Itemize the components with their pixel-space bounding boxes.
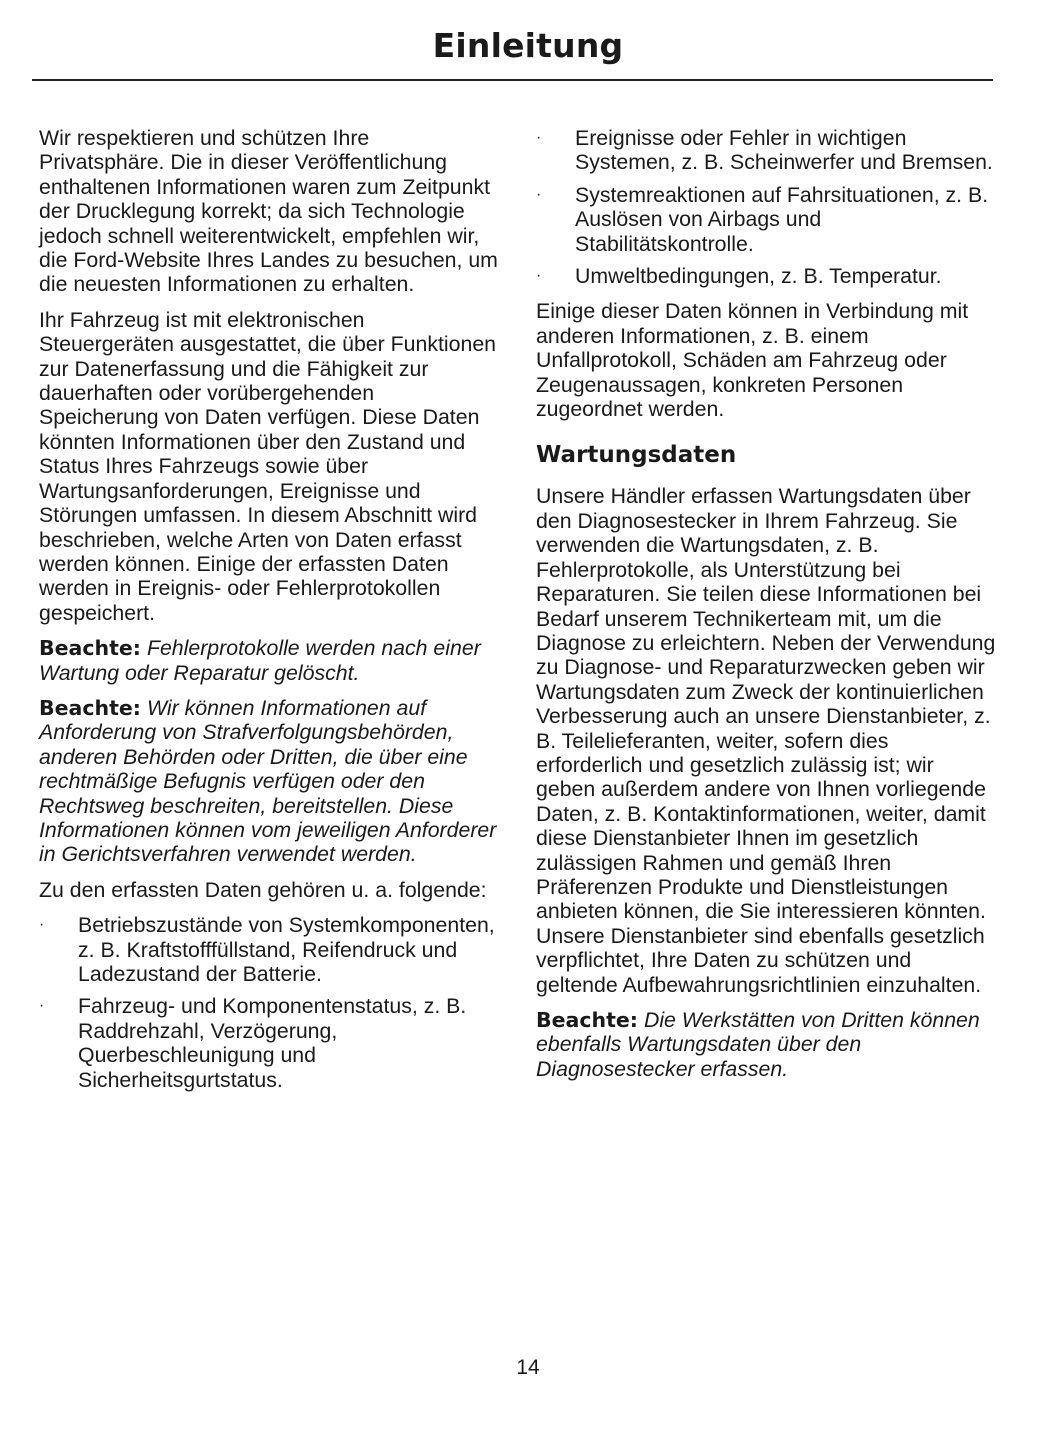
list-item xyxy=(536,126,996,175)
data-collection-paragraph: Ihr Fahrzeug ist mit elektronischen Steuergeräten ausgestattet, die über Funktionen zur Datenerfassung und die Fähigkeit zur dauerhaften oder vorübergehenden Speicherung von Daten verfügen. Diese Daten könnten Informationen über den Zustand und Status Ihres Fahrzeugs sowie über Wartungsanforderungen, Ereignisse und Störungen umfassen. In diesem Abschnitt wird beschrieben, welche Arten von Daten erfasst werden können. Einige der erfassten Daten werden in Ereignis- oder Fehlerprotokollen gespeichert. xyxy=(39,307,497,625)
bullet-icon: · xyxy=(39,916,45,934)
list-item xyxy=(39,913,499,986)
bullet-icon: · xyxy=(39,997,45,1015)
collected-data-list xyxy=(39,913,499,1092)
note-label: Beachte: xyxy=(536,1008,639,1032)
list-item-text: Betriebszustände von Systemkomponenten, z. B. Kraftstofffüllstand, Reifendruck und Ladezustand der Batterie. xyxy=(78,913,495,986)
right-column xyxy=(536,126,996,1092)
collected-data-list-continued xyxy=(536,126,996,288)
list-item xyxy=(39,994,499,1092)
note-error-logs xyxy=(39,636,499,685)
page-number: 14 xyxy=(516,1356,540,1379)
list-item xyxy=(536,264,996,288)
list-item-text: Systemreaktionen auf Fahrsituationen, z. B. Auslösen von Airbags und Stabilitätskontrolle. xyxy=(575,182,989,256)
note-text: Die Werkstätten von Dritten können ebenfalls Wartungsdaten über den Diagnosestecker erfassen. xyxy=(536,1008,980,1081)
intro-paragraph: Wir respektieren und schützen Ihre Privatsphäre. Die in dieser Veröffentlichung enthaltenen Informationen waren zum Zeitpunkt der Drucklegung korrekt; da sich Technologie jedoch schnell weiterentwickelt, empfehlen wir, die Ford-Website Ihres Landes zu besuchen, um die neuesten Informationen zu erhalten. xyxy=(39,126,498,297)
note-text: Fehlerprotokolle werden nach einer Wartung oder Reparatur gelöscht. xyxy=(39,636,481,685)
bullet-icon: · xyxy=(536,267,542,285)
note-label: Beachte: xyxy=(39,695,142,720)
left-column xyxy=(39,126,499,1103)
bullet-icon: · xyxy=(536,129,542,146)
list-item-text: Umweltbedingungen, z. B. Temperatur. xyxy=(575,264,942,289)
note-label: Beachte: xyxy=(39,636,142,661)
section-heading-wartungsdaten: Wartungsdaten xyxy=(536,442,737,469)
bullet-icon: · xyxy=(536,185,542,203)
page-header xyxy=(0,0,1056,82)
page-title: Einleitung xyxy=(432,26,624,65)
service-data-paragraph: Unsere Händler erfassen Wartungsdaten über den Diagnosestecker in Ihrem Fahrzeug. Sie verwenden die Wartungsdaten, z. B. Fehlerprotokolle, als Unterstützung bei Reparaturen. Sie teilen diese Informationen bei Bedarf unserem Technikerteam mit, um die Diagnose zu erleichtern. Neben der Verwendung zu Diagnose- und Reparaturzwecken geben wir Wartungsdaten zum Zweck der kontinuierlichen Verbesserung auch an unsere Dienstanbieter, z. B. Teilelieferanten, weiter, sofern dies erforderlich und gesetzlich zulässig ist; wir geben außerdem andere von Ihnen vorliegende Daten, z. B. Kontaktinformationen, weiter, damit diese Dienstanbieter Ihnen im gesetzlich zulässigen Rahmen und gemäß Ihren Präferenzen Produkte und Dienstleistungen anbieten können, die Sie interessieren könnten. Unsere Dienstanbieter sind ebenfalls gesetzlich verpflichtet, Ihre Daten zu schützen und geltende Aufbewahrungsrichtlinien einzuhalten. xyxy=(536,484,996,997)
note-third-party-workshops xyxy=(536,1008,996,1081)
collected-data-intro: Zu den erfassten Daten gehören u. a. folgende: xyxy=(39,877,487,902)
list-item-text: Fahrzeug- und Komponentenstatus, z. B. Raddrehzahl, Verzögerung, Querbeschleunigung und Sicherheitsgurtstatus. xyxy=(78,994,467,1092)
note-authorities xyxy=(39,696,499,867)
note-text: Wir können Informationen auf Anforderung von Strafverfolgungsbehörden, anderen Behörden oder Dritten, die über eine rechtmäßige Befugnis verfügen oder den Rechtsweg beschreiten, bereitstellen. Diese Informationen können vom jeweiligen Anforderer in Gerichtsverfahren verwendet werden. xyxy=(39,695,497,867)
list-item-text: Ereignisse oder Fehler in wichtigen Systemen, z. B. Scheinwerfer und Bremsen. xyxy=(575,126,993,175)
title-divider xyxy=(32,79,993,81)
personal-data-paragraph: Einige dieser Daten können in Verbindung mit anderen Informationen, z. B. einem Unfallprotokoll, Schäden am Fahrzeug oder Zeugenaussagen, konkreten Personen zugeordnet werden. xyxy=(536,299,969,422)
list-item xyxy=(536,183,996,256)
